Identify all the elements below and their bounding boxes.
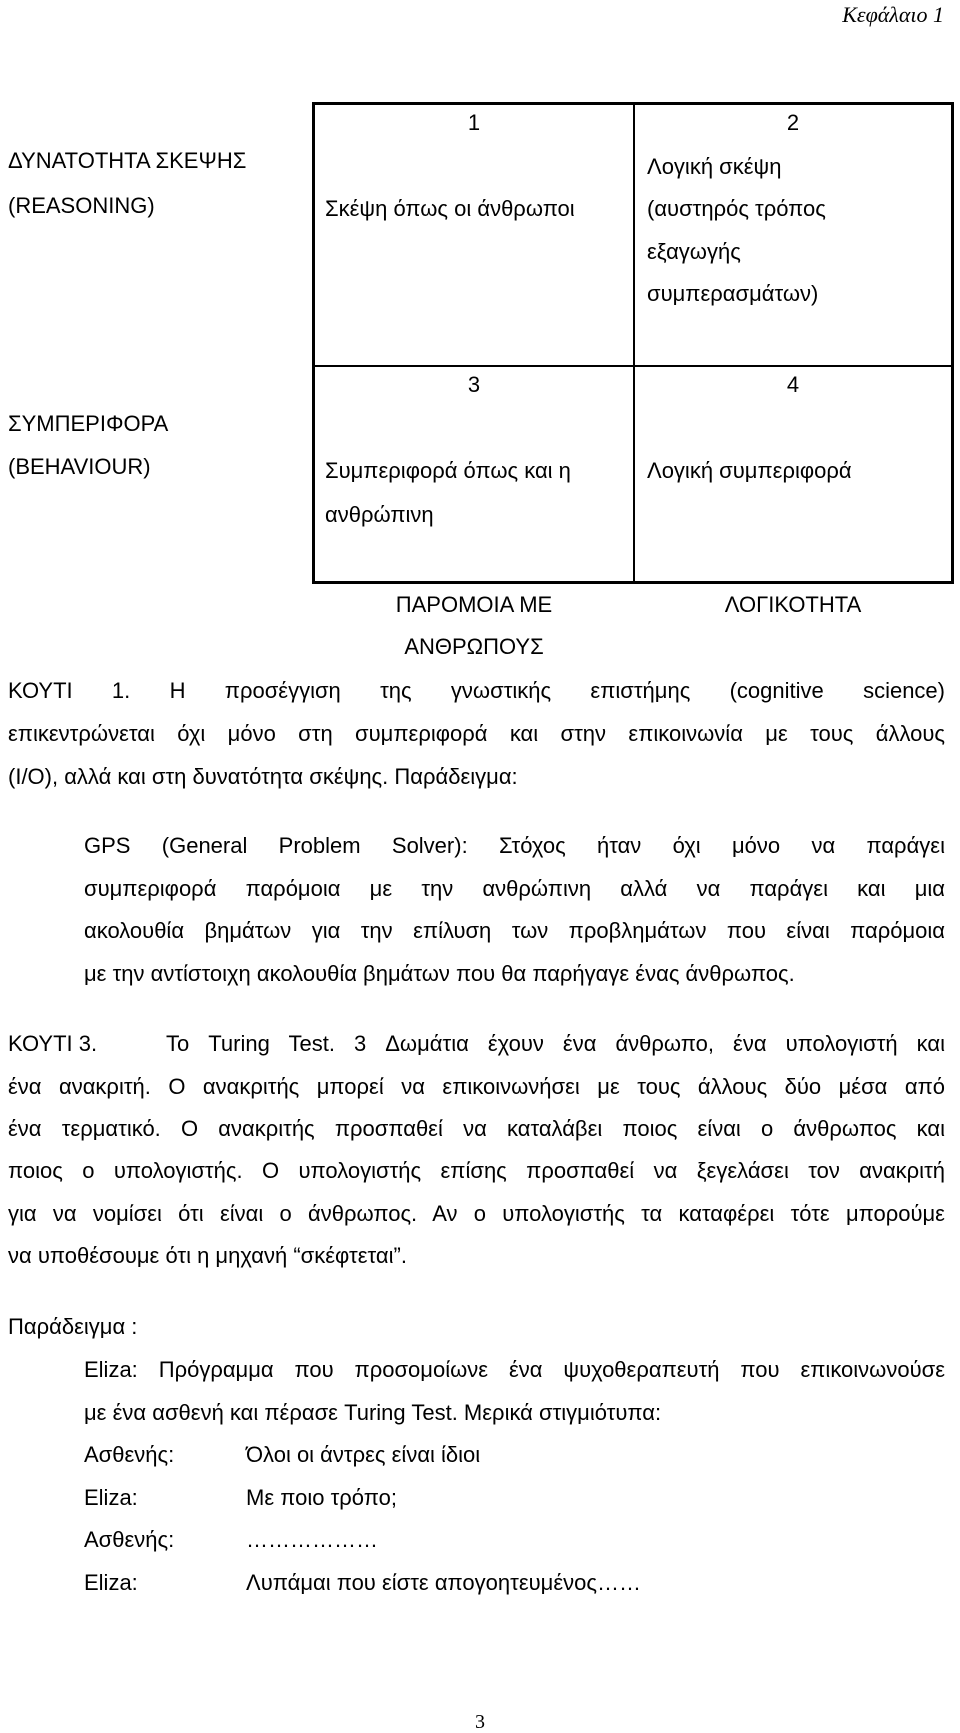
cell-3-text-line1: Συμπεριφορά όπως και η [325,458,571,483]
eliza-description-line2: με ένα ασθενή και πέρασε Turing Test. Μερικά στιγμιότυπα: [84,1400,662,1425]
box1-line2: επικεντρώνεται όχι μόνο στη συμπεριφορά και στην επικοινωνία με τους άλλους [8,721,945,746]
cell-4-text: Λογική συμπεριφορά [647,458,852,483]
box3-line6: να υποθέσουμε ότι η μηχανή “σκέφτεται”. [8,1243,407,1268]
cell-1-number: 1 [467,110,481,135]
cell-4-number: 4 [786,372,800,397]
cell-2-number: 2 [786,110,800,135]
example-heading: Παράδειγμα : [8,1314,138,1339]
matrix-vertical-divider [633,105,635,581]
box3-label: ΚΟΥΤΙ 3. [8,1031,98,1056]
dialogue-text: Όλοι οι άντρες είναι ίδιοι [246,1442,481,1467]
matrix-horizontal-divider [315,365,951,367]
row-label-behaviour-greek: ΣΥΜΠΕΡΙΦΟΡΑ [8,411,169,436]
dialogue-speaker: Eliza: [84,1570,138,1595]
row-label-behaviour-english: (BEHAVIOUR) [8,454,151,479]
dialogue-speaker: Ασθενής: [84,1527,175,1552]
eliza-description-line1: Eliza: Πρόγραμμα που προσομοίωνε ένα ψυχοθεραπευτή που επικοινωνούσε [84,1357,945,1382]
cell-3-text-line2: ανθρώπινη [325,502,434,527]
box3-line1: Το Turing Test. 3 Δωμάτια έχουν ένα άνθρωπο, ένα υπολογιστή και [166,1031,945,1056]
row-label-reasoning-english: (REASONING) [8,193,155,218]
dialogue-speaker: Ασθενής: [84,1442,175,1467]
page-number: 3 [475,1711,485,1733]
gps-line3: ακολουθία βημάτων για την επίλυση των προβλημάτων που είναι παρόμοια [84,918,945,943]
box1-line3: (I/O), αλλά και στη δυνατότητα σκέψης. Παράδειγμα: [8,764,518,789]
cell-1-text: Σκέψη όπως οι άνθρωποι [325,196,575,221]
box1-line1: ΚΟΥΤΙ 1. Η προσέγγιση της γνωστικής επιστήμης (cognitive science) [8,678,945,703]
gps-line1: GPS (General Problem Solver): Στόχος ήταν όχι μόνο να παράγει [84,833,945,858]
cell-3-number: 3 [467,372,481,397]
dialogue-text: Με ποιο τρόπο; [246,1485,397,1510]
gps-line4: με την αντίστοιχη ακολουθία βημάτων που θα παρήγαγε ένας άνθρωπος. [84,961,795,986]
column-label-human-line1: ΠΑΡΟΜΟΙΑ ΜΕ [395,592,553,617]
cell-2-text-line2: (αυστηρός τρόπος [647,196,826,221]
box3-line2: ένα ανακριτή. Ο ανακριτής μπορεί να επικοινωνήσει με τους άλλους δύο μέσα από [8,1074,945,1099]
cell-2-text-line3: εξαγωγής [647,239,741,264]
column-label-rational: ΛΟΓΙΚΟΤΗΤΑ [724,592,862,617]
cell-2-text-line4: συμπερασμάτων) [647,281,819,306]
dialogue-text: Λυπάμαι που είστε απογοητευμένος…… [246,1570,641,1595]
dialogue-text: ……………… [246,1527,378,1552]
gps-line2: συμπεριφορά παρόμοια με την ανθρώπινη αλλά να παράγει και μια [84,876,945,901]
box3-line4: ποιος ο υπολογιστής. Ο υπολογιστής επίσης προσπαθεί να ξεγελάσει τον ανακριτή [8,1158,945,1183]
column-label-human-line2: ΑΝΘΡΩΠΟΥΣ [404,634,544,659]
box3-line5: για να νομίσει ότι είναι ο άνθρωπος. Αν ο υπολογιστής τα καταφέρει τότε μπορούμε [8,1201,945,1226]
dialogue-speaker: Eliza: [84,1485,138,1510]
chapter-header: Κεφάλαιο 1 [842,2,944,27]
box3-line3: ένα τερματικό. Ο ανακριτής προσπαθεί να καταλάβει ποιος είναι ο άνθρωπος και [8,1116,945,1141]
cell-2-text-line1: Λογική σκέψη [647,154,782,179]
row-label-reasoning-greek: ΔΥΝΑΤΟΤΗΤΑ ΣΚΕΨΗΣ [8,148,247,173]
